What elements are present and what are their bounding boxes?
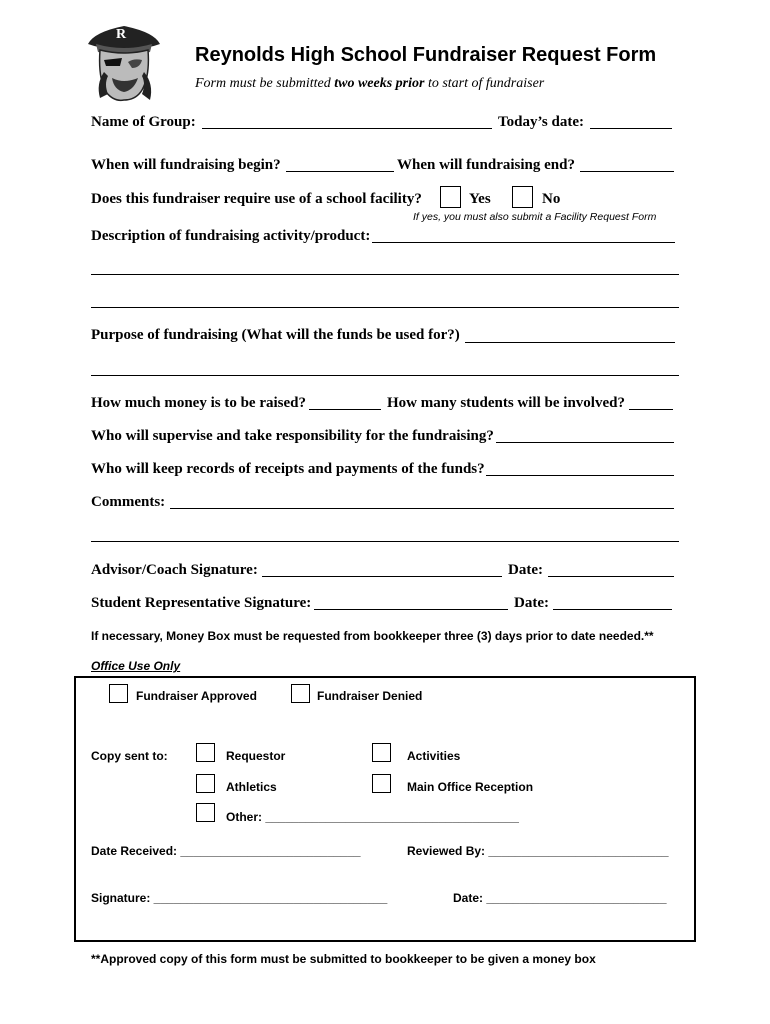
denied-checkbox[interactable] <box>291 684 310 703</box>
money-box-notice: If necessary, Money Box must be requested from bookkeeper three (3) days prior to date needed.** <box>91 629 654 643</box>
description-line-3[interactable] <box>91 307 679 308</box>
activities-label: Activities <box>407 749 461 763</box>
description-field[interactable] <box>372 242 675 243</box>
athletics-checkbox[interactable] <box>196 774 215 793</box>
other-checkbox[interactable] <box>196 803 215 822</box>
logo-letter: R <box>116 27 127 42</box>
facility-no-label: No <box>542 191 561 207</box>
group-name-label: Name of Group: <box>91 114 196 130</box>
school-logo <box>84 22 164 102</box>
comments-line-2[interactable] <box>91 541 679 542</box>
student-date-label: Date: <box>514 595 549 611</box>
date-received-field[interactable]: Date Received: ___________________________ <box>91 844 361 858</box>
office-date-field[interactable]: Date: ___________________________ <box>453 891 667 905</box>
main-office-label: Main Office Reception <box>407 780 534 794</box>
reviewed-by-field[interactable]: Reviewed By: ___________________________ <box>407 844 669 858</box>
todays-date-field[interactable] <box>590 128 672 129</box>
description-label: Description of fundraising activity/product: <box>91 228 371 244</box>
other-field[interactable]: Other: ______________________________________ <box>226 810 519 824</box>
approved-label: Fundraiser Approved <box>136 689 257 703</box>
description-line-2[interactable] <box>91 274 679 275</box>
form-title: Reynolds High School Fundraiser Request Form <box>195 44 657 66</box>
office-use-heading: Office Use Only <box>91 659 181 673</box>
students-field[interactable] <box>629 409 673 410</box>
facility-question: Does this fundraiser require use of a school facility? <box>91 191 422 207</box>
student-signature-label: Student Representative Signature: <box>91 595 312 611</box>
group-name-field[interactable] <box>202 128 492 129</box>
records-field[interactable] <box>486 475 674 476</box>
advisor-signature-label: Advisor/Coach Signature: <box>91 562 258 578</box>
supervise-label: Who will supervise and take responsibility for the fundraising? <box>91 428 494 444</box>
form-subtitle: Form must be submitted two weeks prior to start of fundraiser <box>195 76 545 91</box>
comments-field[interactable] <box>170 508 674 509</box>
student-date-field[interactable] <box>553 609 672 610</box>
approved-copy-notice: **Approved copy of this form must be submitted to bookkeeper to be given a money box <box>91 952 596 966</box>
begin-label: When will fundraising begin? <box>91 157 281 173</box>
main-office-checkbox[interactable] <box>372 774 391 793</box>
comments-label: Comments: <box>91 494 166 510</box>
facility-no-checkbox[interactable] <box>512 186 533 208</box>
purpose-field[interactable] <box>465 342 675 343</box>
purpose-label: Purpose of fundraising (What will the funds be used for?) <box>91 327 460 343</box>
facility-note: If yes, you must also submit a Facility Request Form <box>413 211 657 223</box>
athletics-label: Athletics <box>226 780 277 794</box>
requestor-label: Requestor <box>226 749 286 763</box>
supervise-field[interactable] <box>496 442 674 443</box>
denied-label: Fundraiser Denied <box>317 689 423 703</box>
advisor-date-label: Date: <box>508 562 543 578</box>
requestor-checkbox[interactable] <box>196 743 215 762</box>
approved-checkbox[interactable] <box>109 684 128 703</box>
todays-date-label: Today’s date: <box>498 114 584 130</box>
advisor-date-field[interactable] <box>548 576 674 577</box>
records-label: Who will keep records of receipts and payments of the funds? <box>91 461 485 477</box>
activities-checkbox[interactable] <box>372 743 391 762</box>
end-field[interactable] <box>580 171 674 172</box>
office-signature-field[interactable]: Signature: ___________________________________ <box>91 891 388 905</box>
student-signature-field[interactable] <box>314 609 508 610</box>
students-label: How many students will be involved? <box>387 395 625 411</box>
copy-sent-to-label: Copy sent to: <box>91 749 168 763</box>
money-field[interactable] <box>309 409 381 410</box>
facility-yes-checkbox[interactable] <box>440 186 461 208</box>
advisor-signature-field[interactable] <box>262 576 502 577</box>
facility-yes-label: Yes <box>469 191 491 207</box>
money-label: How much money is to be raised? <box>91 395 306 411</box>
purpose-line-2[interactable] <box>91 375 679 376</box>
begin-field[interactable] <box>286 171 394 172</box>
end-label: When will fundraising end? <box>397 157 575 173</box>
